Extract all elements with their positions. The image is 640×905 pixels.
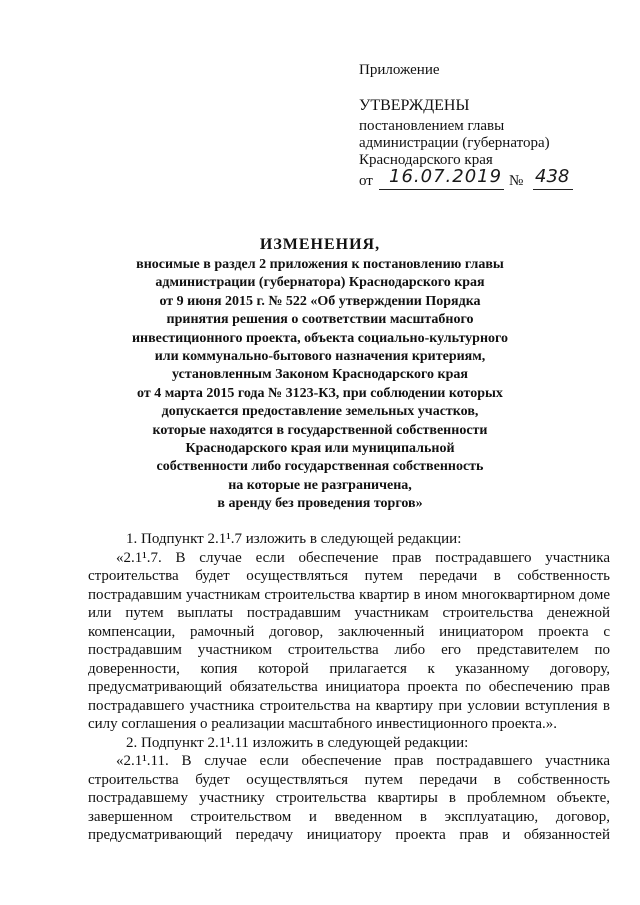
decree-line: администрации (губернатора) [359,135,550,151]
item-2-text: «2.1¹.11. В случае если обеспечение прав пострадавшего участника строительства будет осуществляться путем передачи в собственность пострадавшему участнику строительства квартиры в проблемном объекте, завершенном строительством и введенном в эксплуатацию, договор, предусматривающий передачу инициатору проекта прав и обязанностей [88,753,610,843]
title-line: на которые не разграничена, [228,477,412,493]
title-line: допускается предоставление земельных участков, [161,404,479,420]
document-body [88,530,610,845]
title-line: или коммунально-бытового назначения критериям, [154,349,486,365]
title-line: принятия решения о соответствии масштабного [166,312,474,328]
title-line: инвестиционного проекта, объекта социально-культурного [131,330,509,346]
title-line: Краснодарского края или муниципальной [185,441,455,457]
handwritten-number: 438 [535,166,570,187]
item-1-text: «2.1¹.7. В случае если обеспечение прав пострадавшего участника строительства будет осуществляться путем передачи в собственность пострадавшим участникам строительства квартир в ином многоквартирном доме или путем выплаты пострадавшим участникам строительства денежной компенсации, рамочный договор, заключенный инициатором проекта с пострадавшим участником строительства либо его представителем по доверенности, копия которой прилагается к указанному договору, предусматривающий обязательства инициатора проекта по обеспечению прав пострадавшего участника строительства на квартиру при условии вступления в силу соглашения о реализации масштабного инвестиционного проекта.». [88,549,610,732]
title-line: от 4 марта 2015 года № 3123-КЗ, при соблюдении которых [137,385,503,401]
number-label: № [509,173,524,189]
appendix-label: Приложение [359,62,440,78]
title-line: установленным Законом Краснодарского края [172,367,468,383]
handwritten-date: 16.07.2019 [389,166,503,187]
title-line: в аренду без проведения торгов» [217,496,423,512]
title-block [90,236,550,514]
title-line: собственности либо государственная собственность [156,459,484,475]
approved-label: УТВЕРЖДЕНЫ [359,97,470,114]
approval-block [359,62,609,193]
number-field [533,166,573,190]
title-line: вносимые в раздел 2 приложения к постановлению главы [136,257,504,272]
document-heading: ИЗМЕНЕНИЯ, [259,236,381,253]
date-number-row [359,166,609,193]
decree-line: постановлением главы [359,118,505,134]
decree-line: Краснодарского края [359,152,493,168]
item-2-intro: 2. Подпункт 2.1¹.11 изложить в следующей редакции: [126,734,469,751]
item-1-intro: 1. Подпункт 2.1¹.7 изложить в следующей редакции: [126,531,462,547]
date-field [379,166,504,190]
title-line: которые находятся в государственной собственности [152,422,488,438]
title-line: от 9 июня 2015 г. № 522 «Об утверждении Порядка [159,293,481,309]
from-label: от [359,173,373,189]
title-line: администрации (губернатора) Краснодарского края [155,275,485,291]
